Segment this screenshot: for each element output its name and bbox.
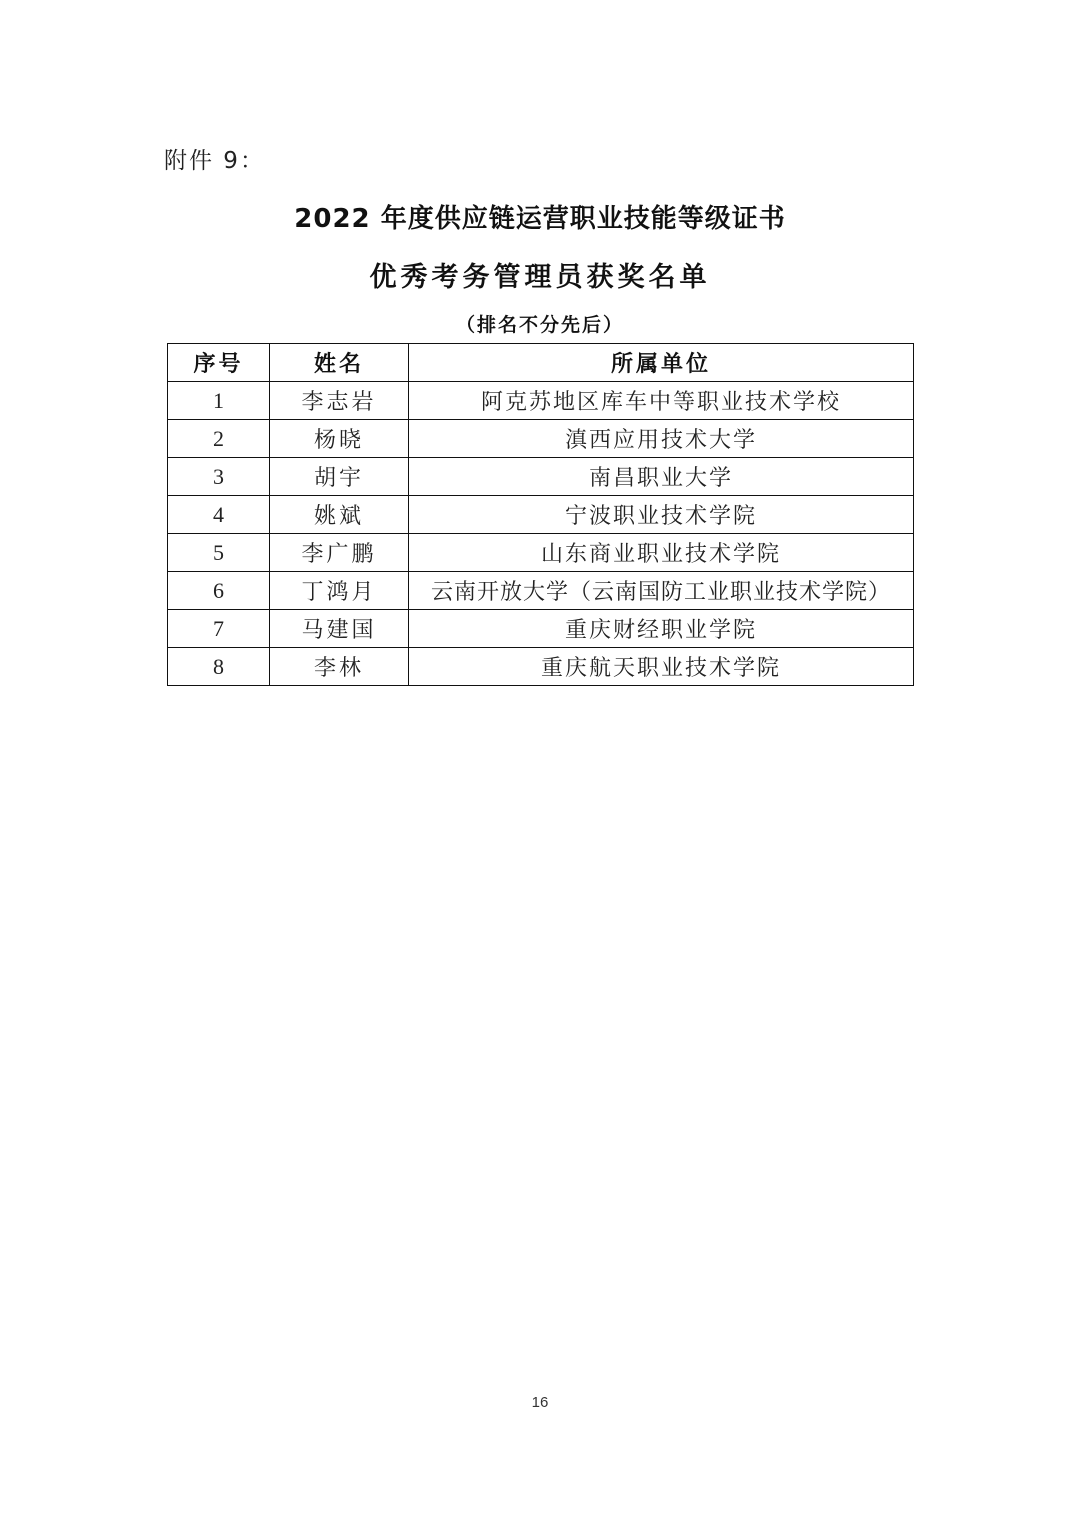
row-number: 3 bbox=[168, 458, 270, 496]
award-table bbox=[167, 343, 914, 686]
row-organization: 云南开放大学（云南国防工业职业技术学院） bbox=[409, 572, 914, 610]
attachment-label: 附件 9： bbox=[164, 148, 265, 174]
table-row bbox=[168, 458, 914, 496]
row-organization: 山东商业职业技术学院 bbox=[409, 534, 914, 572]
row-name: 李林 bbox=[270, 648, 409, 686]
table-header-row bbox=[168, 344, 914, 382]
row-organization: 滇西应用技术大学 bbox=[409, 420, 914, 458]
row-number: 7 bbox=[168, 610, 270, 648]
row-organization: 重庆航天职业技术学院 bbox=[409, 648, 914, 686]
row-organization: 阿克苏地区库车中等职业技术学校 bbox=[409, 382, 914, 420]
row-name: 李志岩 bbox=[270, 382, 409, 420]
row-number: 2 bbox=[168, 420, 270, 458]
table-row bbox=[168, 648, 914, 686]
page-number: 16 bbox=[531, 1394, 549, 1411]
table-row bbox=[168, 496, 914, 534]
row-name: 胡宇 bbox=[270, 458, 409, 496]
header-organization: 所属单位 bbox=[409, 344, 914, 382]
row-name: 杨晓 bbox=[270, 420, 409, 458]
row-number: 5 bbox=[168, 534, 270, 572]
header-number: 序号 bbox=[168, 344, 270, 382]
document-title: 2022 年度供应链运营职业技能等级证书 bbox=[294, 204, 786, 234]
row-organization: 宁波职业技术学院 bbox=[409, 496, 914, 534]
row-number: 4 bbox=[168, 496, 270, 534]
table-row bbox=[168, 382, 914, 420]
row-number: 1 bbox=[168, 382, 270, 420]
table-row bbox=[168, 534, 914, 572]
table-row bbox=[168, 610, 914, 648]
row-number: 8 bbox=[168, 648, 270, 686]
row-number: 6 bbox=[168, 572, 270, 610]
row-name: 姚斌 bbox=[270, 496, 409, 534]
document-subtitle: 优秀考务管理员获奖名单 bbox=[369, 262, 711, 293]
header-name: 姓名 bbox=[270, 344, 409, 382]
row-organization: 南昌职业大学 bbox=[409, 458, 914, 496]
row-organization: 重庆财经职业学院 bbox=[409, 610, 914, 648]
row-name: 马建国 bbox=[270, 610, 409, 648]
row-name: 李广鹏 bbox=[270, 534, 409, 572]
row-name: 丁鸿月 bbox=[270, 572, 409, 610]
table-row bbox=[168, 572, 914, 610]
ranking-note: （排名不分先后） bbox=[455, 314, 624, 336]
table-row bbox=[168, 420, 914, 458]
